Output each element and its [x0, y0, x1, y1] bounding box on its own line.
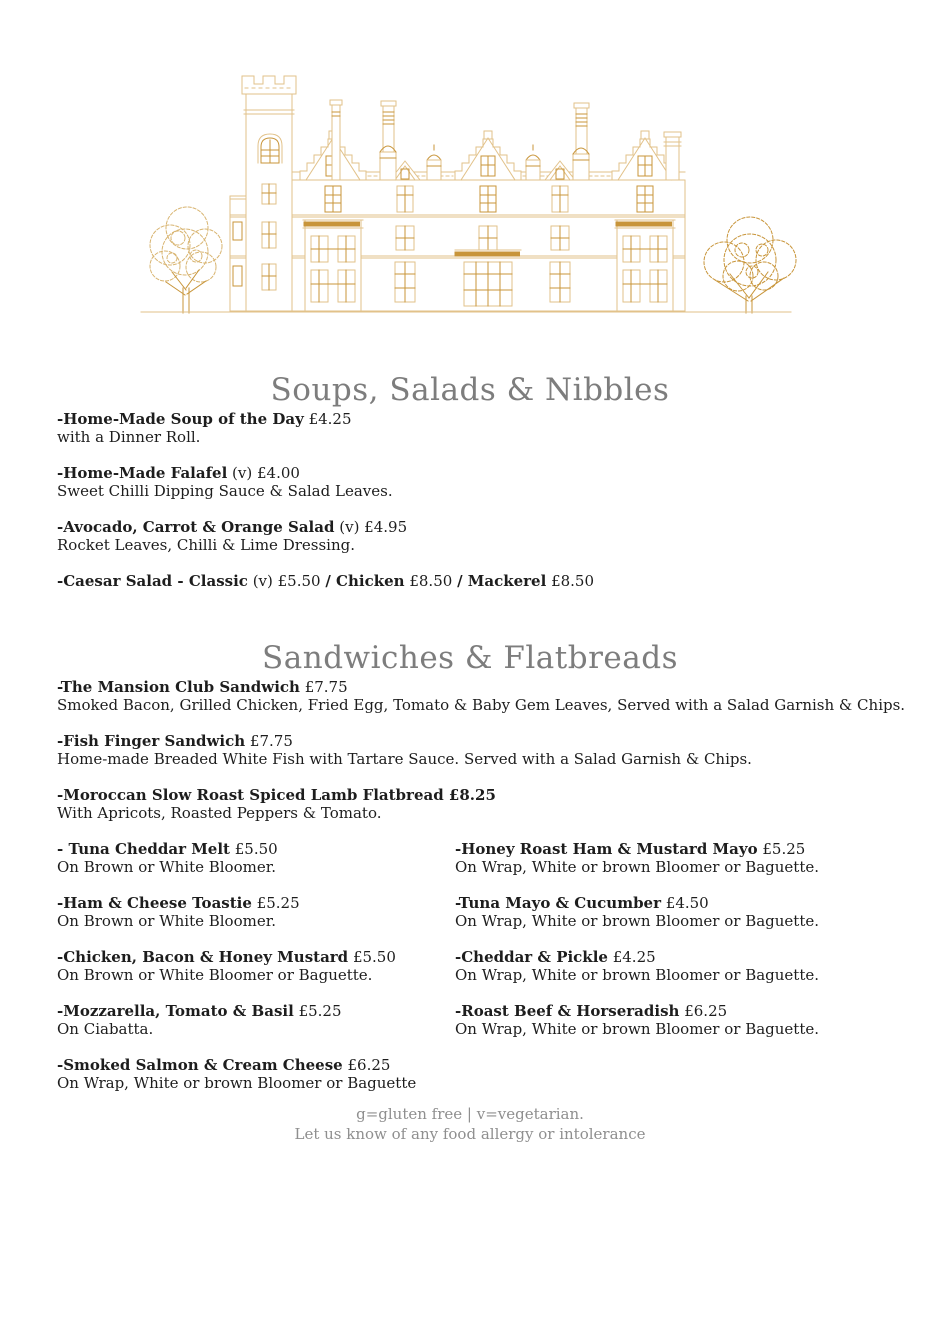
- item-name-line: [57, 518, 883, 536]
- item-description: On Ciabatta.: [57, 1020, 154, 1038]
- item-name-line: [57, 732, 883, 750]
- item-price: £5.25: [293, 1002, 342, 1020]
- item-name: -Mozzarella, Tomato & Basil: [57, 1002, 294, 1020]
- item-description: On Wrap, White or brown Bloomer or Baguette.: [455, 966, 820, 984]
- item-name-line: [57, 572, 883, 590]
- item-price: £7.75: [245, 732, 293, 750]
- item-price: £5.25: [251, 894, 300, 912]
- item-name: -Tuna Mayo & Cucumber: [455, 894, 662, 912]
- item-name-line: [57, 678, 883, 696]
- left-wing: [230, 196, 246, 311]
- menu-item: [57, 948, 455, 984]
- menu-item: [57, 410, 883, 446]
- item-name-line: [455, 948, 883, 966]
- item-description: Smoked Bacon, Grilled Chicken, Fried Egg, Tomato & Baby Gem Leaves, Served with a Salad Garnish & Chips.: [57, 696, 906, 714]
- right-tree: [704, 217, 796, 313]
- menu-item: [57, 894, 455, 930]
- menu-item: [455, 1002, 883, 1038]
- item-price: £6.25: [679, 1002, 728, 1020]
- left-tree: [150, 207, 222, 313]
- item-name: -Smoked Salmon & Cream Cheese: [57, 1056, 343, 1074]
- menu-item: [455, 840, 883, 876]
- item-name: -Ham & Cheese Toastie: [57, 894, 252, 912]
- menu-item: [57, 786, 883, 822]
- item-description: On Brown or White Bloomer or Baguette.: [57, 966, 373, 984]
- item-description: On Brown or White Bloomer.: [57, 912, 277, 930]
- item-name: -Moroccan Slow Roast Spiced Lamb Flatbread £8.25: [57, 786, 496, 804]
- item-price: £5.25: [757, 840, 806, 858]
- menu-item: [57, 572, 883, 590]
- menu-item: [57, 1002, 455, 1038]
- item-name-line: [57, 1056, 455, 1074]
- item-name-line: [57, 1002, 455, 1020]
- item-name-line: [455, 894, 883, 912]
- item-name-line: [57, 840, 455, 858]
- menu-item: [57, 464, 883, 500]
- legend-line-2: Let us know of any food allergy or intolerance: [294, 1125, 646, 1143]
- menu-item: [57, 1056, 455, 1092]
- item-name: -The Mansion Club Sandwich: [57, 678, 300, 696]
- item-price: (v) £5.50: [247, 572, 326, 590]
- sandwich-two-column-grid: [57, 840, 883, 1110]
- mansion-illustration: [140, 62, 800, 318]
- item-name-line: [57, 894, 455, 912]
- item-name: -Home-Made Falafel: [57, 464, 228, 482]
- section-title: Soups, Salads & Nibbles: [270, 372, 670, 408]
- tower: [242, 76, 296, 311]
- item-name-line: [57, 948, 455, 966]
- item-price: £8.50: [546, 572, 595, 590]
- item-name: -Cheddar & Pickle: [455, 948, 608, 966]
- item-name: -Roast Beef & Horseradish: [455, 1002, 680, 1020]
- item-name: -Honey Roast Ham & Mustard Mayo: [455, 840, 758, 858]
- allergy-note: [0, 1104, 940, 1144]
- item-name-line: [57, 786, 883, 804]
- grid-left-column: [57, 840, 455, 1110]
- section-title: Sandwiches & Flatbreads: [262, 640, 678, 676]
- item-description: On Brown or White Bloomer.: [57, 858, 277, 876]
- item-description: On Wrap, White or brown Bloomer or Baguette.: [455, 858, 820, 876]
- item-description: With Apricots, Roasted Peppers & Tomato.: [57, 804, 382, 822]
- item-description: with a Dinner Roll.: [57, 428, 201, 446]
- grid-right-column: [455, 840, 883, 1110]
- item-price: (v) £4.95: [334, 518, 408, 536]
- menu-items-list: [57, 410, 883, 590]
- stepped-gables: [300, 131, 678, 180]
- legend-line-1: g=gluten free | v=vegetarian.: [356, 1105, 584, 1123]
- item-price: £4.25: [607, 948, 656, 966]
- item-name: -Chicken, Bacon & Honey Mustard: [57, 948, 349, 966]
- item-name: -Caesar Salad - Classic: [57, 572, 248, 590]
- item-price: £5.50: [229, 840, 278, 858]
- item-name: -Avocado, Carrot & Orange Salad: [57, 518, 335, 536]
- menu-items-list: [57, 678, 906, 822]
- item-price: £7.75: [299, 678, 348, 696]
- item-description: Home-made Breaded White Fish with Tartare Sauce. Served with a Salad Garnish & Chips.: [57, 750, 752, 768]
- item-description: On Wrap, White or brown Bloomer or Baguette.: [455, 912, 820, 930]
- menu-item: [455, 948, 883, 984]
- item-name: / Mackerel: [457, 572, 547, 590]
- item-price: £4.25: [303, 410, 352, 428]
- item-name: - Tuna Cheddar Melt: [57, 840, 230, 858]
- item-name-line: [455, 840, 883, 858]
- menu-item: [57, 678, 906, 714]
- item-name-line: [455, 1002, 883, 1020]
- item-price: £6.25: [342, 1056, 391, 1074]
- item-name-line: [57, 410, 883, 428]
- item-price: £4.50: [661, 894, 709, 912]
- item-name: -Fish Finger Sandwich: [57, 732, 246, 750]
- item-price: (v) £4.00: [227, 464, 300, 482]
- menu-item: [57, 518, 883, 554]
- menu-item: [57, 840, 455, 876]
- menu-item: [455, 894, 883, 930]
- item-name-line: [57, 464, 883, 482]
- item-name: / Chicken: [325, 572, 405, 590]
- item-price: £8.50: [404, 572, 458, 590]
- item-price: £5.50: [348, 948, 396, 966]
- item-description: On Wrap, White or brown Bloomer or Baguette.: [455, 1020, 820, 1038]
- section-sandwiches-flatbreads: [57, 640, 906, 1110]
- section-soups-salads-nibbles: [57, 372, 883, 608]
- item-description: Rocket Leaves, Chilli & Lime Dressing.: [57, 536, 355, 554]
- menu-item: [57, 732, 883, 768]
- item-description: Sweet Chilli Dipping Sauce & Salad Leaves.: [57, 482, 393, 500]
- item-name: -Home-Made Soup of the Day: [57, 410, 304, 428]
- item-description: On Wrap, White or brown Bloomer or Baguette: [57, 1074, 417, 1092]
